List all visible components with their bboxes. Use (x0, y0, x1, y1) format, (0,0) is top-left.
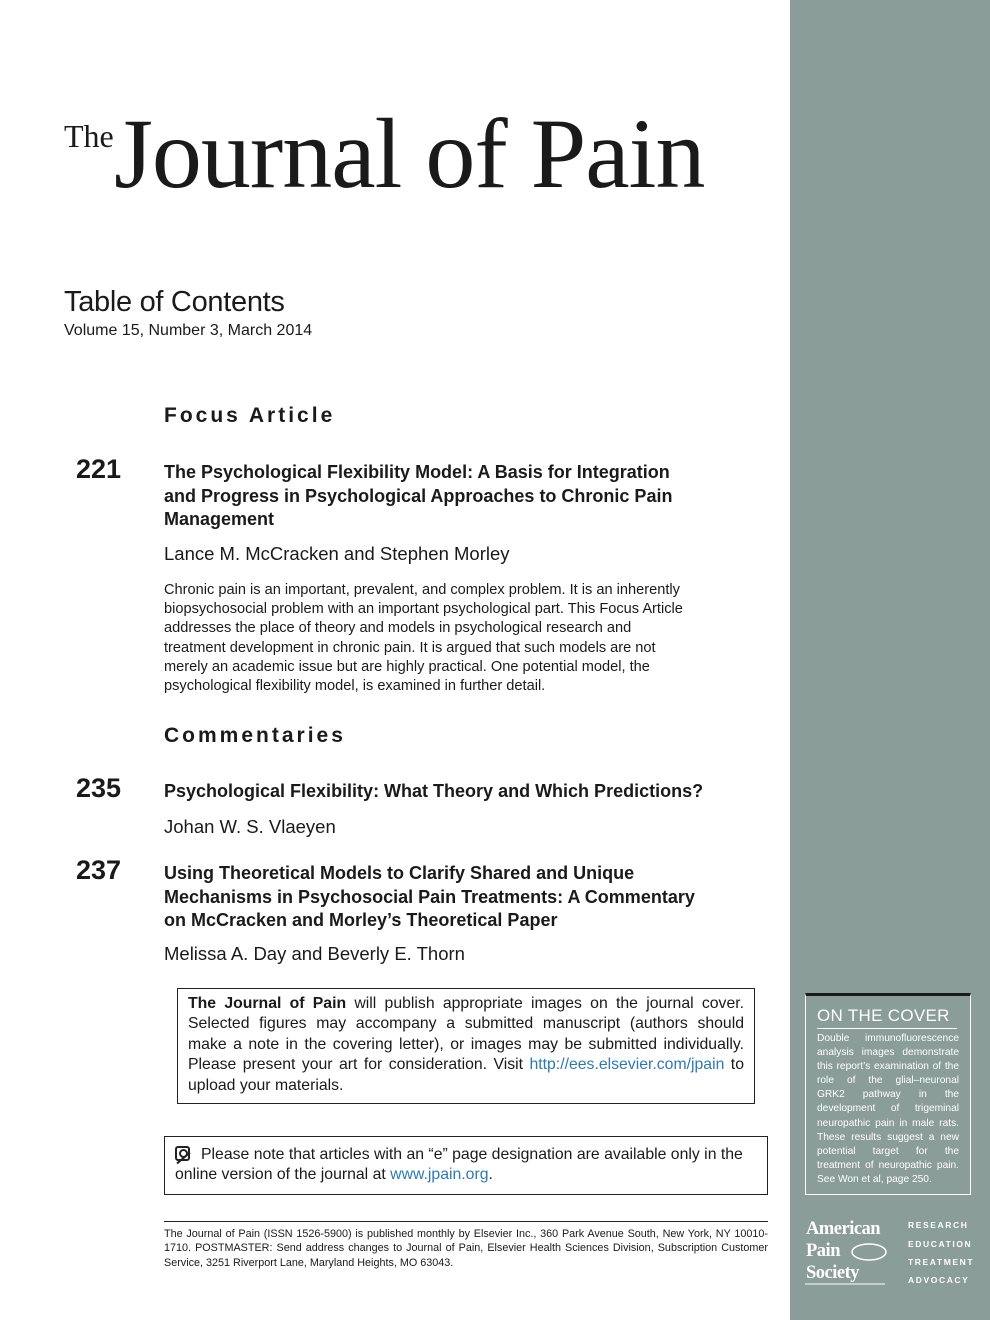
volume-info: Volume 15, Number 3, March 2014 (64, 322, 313, 339)
toc-heading: Table of Contents (64, 286, 285, 318)
title-line: The Psychological Flexibility Model: A Basis for Integration (164, 462, 670, 482)
masthead-the: The (64, 118, 114, 154)
publication-footer: The Journal of Pain (ISSN 1526-5900) is published monthly by Elsevier Inc., 360 Park Avenue South, New York, NY 10010-1710. POSTMASTER: Send address changes to Journal of Pain, Elsevier Health Sciences Division, Subscription Customer Service, 3251 Riverport Lane, Maryland Heights, MO 63043. (164, 1228, 768, 1269)
society-name-line: Society (806, 1263, 860, 1283)
section-heading-commentaries: Commentaries (164, 724, 346, 747)
title-line: and Progress in Psychological Approaches to Chronic Pain (164, 485, 673, 506)
masthead-title: Journal of Pain (114, 98, 705, 209)
society-mission-item: RESEARCH (908, 1220, 969, 1230)
abstract-line: merely an academic issue but are highly practical. One potential model, the (164, 658, 650, 675)
journal-website-link[interactable]: www.jpain.org (390, 1166, 489, 1184)
society-name-line: American (806, 1219, 881, 1239)
notice-text: to upload your materials. (188, 1056, 744, 1094)
title-line: Psychological Flexibility: What Theory and Which Predictions? (164, 781, 704, 801)
article-authors: Johan W. S. Vlaeyen (164, 816, 336, 837)
footer-divider (164, 1221, 768, 1222)
article-title[interactable] (164, 780, 754, 804)
online-articles-notice (164, 1136, 768, 1195)
society-mission-item: TREATMENT (908, 1257, 975, 1267)
abstract-line: treatment development in chronic pain. It is argued that such models are not (164, 639, 656, 656)
title-line: Using Theoretical Models to Clarify Shared and Unique (164, 863, 635, 883)
on-the-cover-text: Double immunofluorescence analysis images demonstrate this report’s examination of the role of the glial–neuronal GRK2 pathway in the development of trigeminal neuropathic pain in male rats. These results suggest a new potential target for the treatment of neuropathic pain. See Won et al, page 250. (817, 1033, 959, 1185)
cover-images-notice (177, 988, 755, 1104)
article-authors: Lance M. McCracken and Stephen Morley (164, 543, 510, 564)
submission-link[interactable]: http://ees.elsevier.com/jpain (529, 1056, 725, 1074)
e-page-icon (175, 1146, 190, 1161)
on-the-cover-heading: ON THE COVER (817, 1006, 957, 1029)
section-heading-focus: Focus Article (164, 404, 336, 427)
notice-text: will publish appropriate images on the journal cover. Selected figures may accompany a submitted manuscript (authors should make a note in the covering letter), or images may be submitted individually. Please present your art for consideration. Visit (188, 995, 745, 1074)
abstract-line: addresses the place of theory and models in psychological research and (164, 620, 632, 637)
title-line: Mechanisms in Psychosocial Pain Treatments: A Commentary (164, 886, 695, 907)
notice-text: . (488, 1166, 493, 1184)
abstract-line: biopsychosocial problem with an important psychological part. This Focus Article (164, 601, 683, 618)
title-line: on McCracken and Morley’s Theoretical Paper (164, 910, 558, 930)
article-abstract (164, 581, 754, 696)
page-number: 235 (76, 773, 122, 803)
abstract-line: Chronic pain is an important, prevalent, and complex problem. It is an inherently (164, 582, 680, 598)
society-name-line: Pain (806, 1241, 840, 1261)
article-authors: Melissa A. Day and Beverly E. Thorn (164, 943, 465, 964)
notice-text: Please note that articles with an “e” page designation are available only in the online version of the journal at (175, 1146, 743, 1184)
society-mission-item: EDUCATION (908, 1239, 973, 1249)
abstract-line: psychological flexibility model, is examined in further detail. (164, 678, 546, 695)
page-number: 237 (76, 855, 122, 885)
society-mission-item: ADVOCACY (908, 1275, 970, 1285)
title-line: Management (164, 509, 275, 529)
article-title[interactable] (164, 862, 754, 933)
page-number: 221 (76, 454, 122, 484)
article-title[interactable] (164, 461, 754, 532)
journal-name: The Journal of Pain (188, 995, 347, 1012)
